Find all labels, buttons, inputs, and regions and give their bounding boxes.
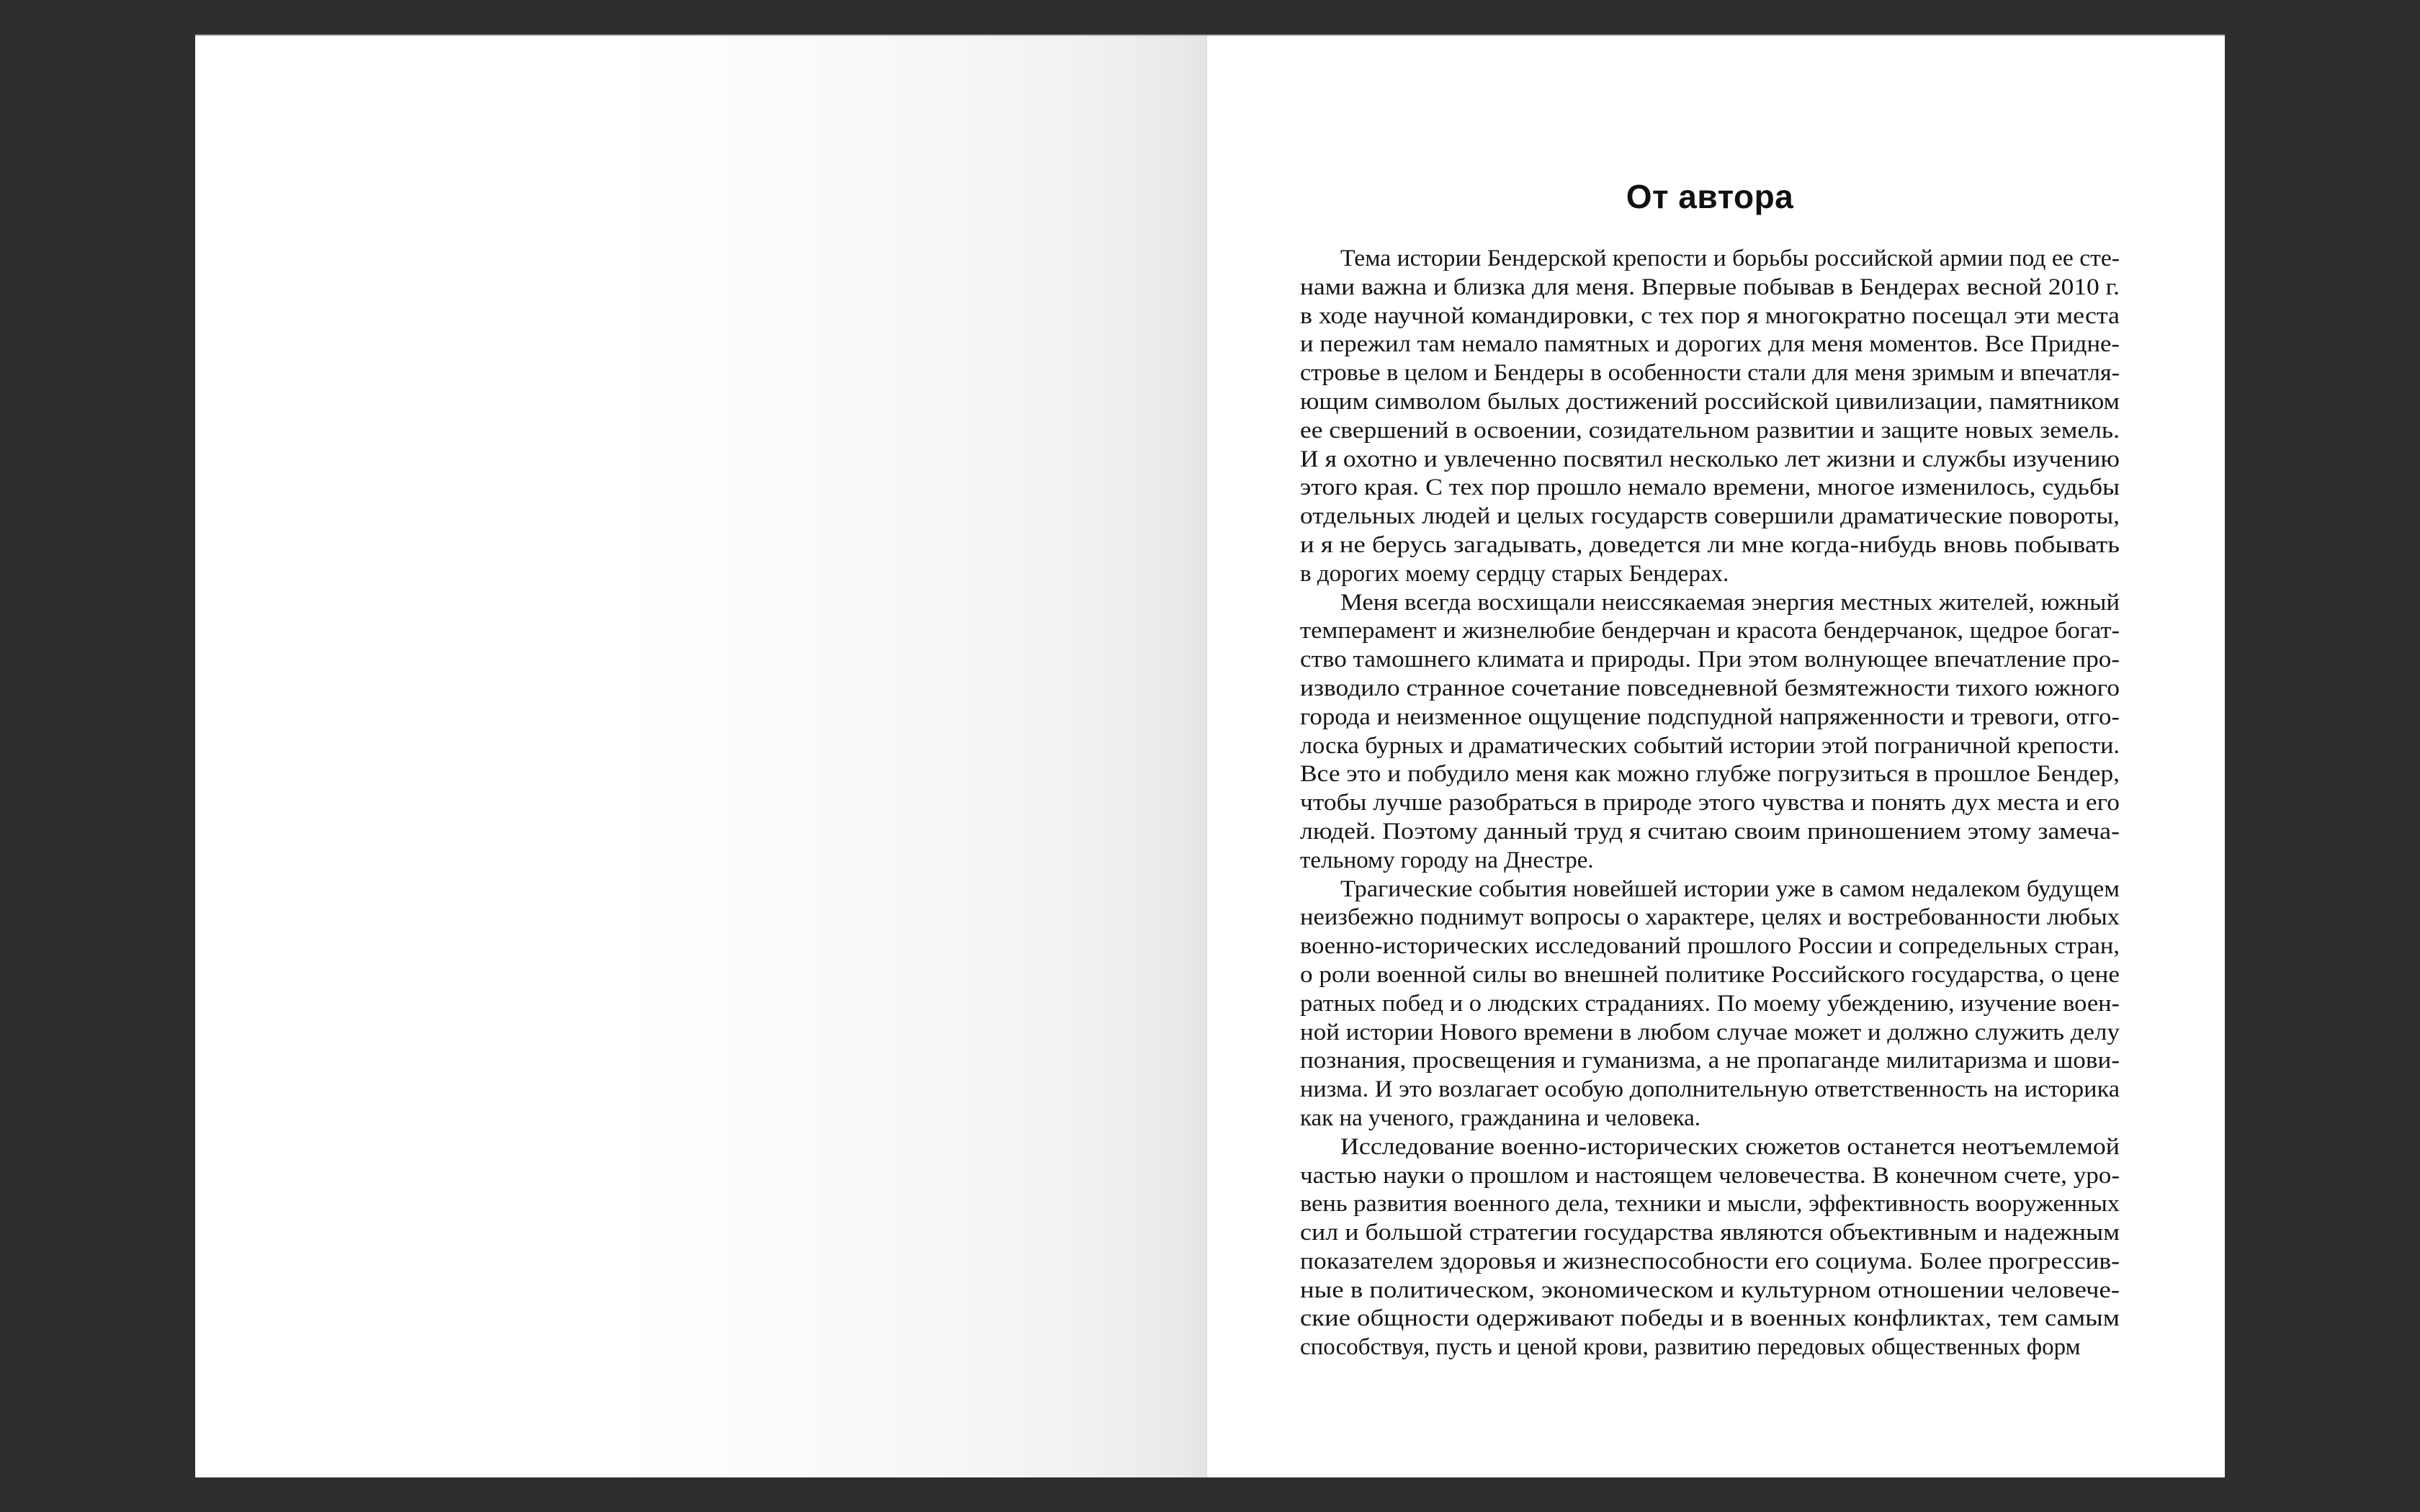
- left-page: [195, 35, 1207, 1477]
- text-line-content: военно-исторических исследований прошлого России и сопредельных стран,: [1300, 933, 2120, 960]
- text-line-content: И я охотно и увлеченно посвятил несколько лет жизни и службы изучению: [1300, 446, 2120, 472]
- text-line: [1300, 932, 2120, 961]
- text-line-content: ющим символом былых достижений российской цивилизации, памятником: [1300, 388, 2120, 415]
- text-line-content: познания, просвещения и гуманизма, а не пропаганде милитаризма и шови-: [1300, 1048, 2120, 1074]
- text-line: [1300, 818, 2120, 847]
- text-line-content: нами важна и близка для меня. Впервые побывав в Бендерах весной 2010 г.: [1300, 274, 2120, 300]
- text-line: [1300, 302, 2120, 331]
- text-line-content: ские общности одерживают победы и в военных конфликтах, тем самым: [1300, 1305, 2120, 1332]
- text-line-content: лоска бурных и драматических событий истории этой пограничной крепости.: [1300, 732, 2120, 759]
- text-line: [1300, 359, 2120, 388]
- text-line: [1300, 646, 2120, 675]
- text-line: [1300, 1190, 2120, 1219]
- text-line-content: неизбежно поднимут вопросы о характере, целях и востребованности любых: [1300, 904, 2120, 931]
- text-line: [1300, 847, 2120, 876]
- text-line: [1300, 330, 2120, 359]
- text-line: [1300, 531, 2120, 560]
- text-line: [1300, 446, 2120, 474]
- text-line: [1300, 1104, 2120, 1133]
- text-line-content: частью науки о прошлом и настоящем человечества. В конечном счете, уро-: [1300, 1162, 2120, 1189]
- text-line-content: о роли военной силы во внешней политике Российского государства, о цене: [1300, 961, 2120, 988]
- text-line: [1300, 1277, 2120, 1305]
- text-line: [1300, 1305, 2120, 1333]
- text-line: [1300, 760, 2120, 789]
- text-line-content: темперамент и жизнелюбие бендерчан и красота бендерчанок, щедрое богат-: [1300, 618, 2120, 644]
- text-line-content: вень развития военного дела, техники и мысли, эффективность вооруженных: [1300, 1191, 2120, 1218]
- text-line-content: в ходе научной командировки, с тех пор я многократно посещал эти места: [1300, 302, 2120, 329]
- text-line: [1300, 1133, 2120, 1162]
- text-line-content: и я не берусь загадывать, доведется ли мне когда-нибудь вновь побывать: [1300, 531, 2120, 558]
- right-page: [1207, 35, 2225, 1477]
- text-line-content: Исследование военно-исторических сюжетов останется неотъемлемой: [1340, 1133, 2120, 1160]
- text-line: [1300, 1162, 2120, 1191]
- text-line-content: изводило странное сочетание повседневной безмятежности тихого южного: [1300, 675, 2120, 701]
- text-line: [1300, 789, 2120, 818]
- book-spread: [195, 35, 2225, 1477]
- text-line: [1300, 245, 2120, 274]
- text-line-content: как на ученого, гражданина и человека.: [1300, 1104, 1701, 1131]
- text-line: [1300, 1248, 2120, 1277]
- text-line-content: и пережил там немало памятных и дорогих для меня моментов. Все Придне-: [1300, 331, 2120, 358]
- text-line: [1300, 503, 2120, 531]
- text-line-content: ее свершений в освоении, созидательном развитии и защите новых земель.: [1300, 417, 2120, 444]
- text-line: [1300, 417, 2120, 446]
- text-line: [1300, 1076, 2120, 1104]
- text-line: [1300, 474, 2120, 503]
- text-line-content: отдельных людей и целых государств совершили драматические повороты,: [1300, 503, 2120, 530]
- text-line-content: этого края. С тех пор прошло немало времени, многое изменилось, судьбы: [1300, 474, 2120, 501]
- text-line-content: Тема истории Бендерской крепости и борьбы российской армии под ее сте-: [1340, 246, 2120, 271]
- text-line: [1300, 904, 2120, 932]
- text-line-content: чтобы лучше разобраться в природе этого чувства и понять дух места и его: [1300, 790, 2120, 816]
- text-line-content: показателем здоровья и жизнеспособности его социума. Более прогрессив-: [1300, 1248, 2120, 1274]
- text-line: [1300, 1333, 2120, 1362]
- text-line-content: ной истории Нового времени в любом случае может и должно служить делу: [1300, 1019, 2120, 1045]
- text-line-content: низма. И это возлагает особую дополнительную ответственность на историка: [1300, 1076, 2120, 1103]
- text-line-content: тельному городу на Днестре.: [1300, 847, 1594, 873]
- text-line: [1300, 388, 2120, 417]
- text-line: [1300, 560, 2120, 589]
- text-line: [1300, 876, 2120, 904]
- text-line: [1300, 961, 2120, 990]
- text-line-content: Все это и побудило меня как можно глубже погрузиться в прошлое Бендер,: [1300, 761, 2120, 788]
- text-line-content: в дорогих моему сердцу старых Бендерах.: [1300, 560, 1729, 587]
- text-line: [1300, 274, 2120, 302]
- text-line: [1300, 732, 2120, 761]
- text-line-content: города и неизменное ощущение подспудной напряженности и тревоги, отго-: [1300, 703, 2120, 730]
- text-line-content: ратных побед и о людских страданиях. По моему убеждению, изучение воен-: [1300, 990, 2120, 1017]
- text-line: [1300, 589, 2120, 618]
- text-line-content: Меня всегда восхищали неиссякаемая энергия местных жителей, южный: [1340, 589, 2120, 616]
- text-line: [1300, 990, 2120, 1019]
- text-line: [1300, 703, 2120, 732]
- text-line-content: ство тамошнего климата и природы. При этом волнующее впечатление про-: [1300, 647, 2120, 673]
- chapter-heading: От автора: [1626, 178, 1794, 215]
- text-line-content: способствуя, пусть и ценой крови, развитию передовых общественных форм: [1300, 1334, 2081, 1361]
- text-line: [1300, 1047, 2120, 1076]
- text-line-content: Трагические события новейшей истории уже в самом недалеком будущем: [1340, 876, 2120, 902]
- text-line-content: людей. Поэтому данный труд я считаю своим приношением этому замеча-: [1300, 818, 2120, 845]
- text-line-content: ные в политическом, экономическом и культурном отношении человече-: [1300, 1277, 2120, 1303]
- text-line: [1300, 1019, 2120, 1048]
- text-line: [1300, 675, 2120, 703]
- text-line: [1300, 617, 2120, 646]
- text-line: [1300, 1219, 2120, 1248]
- text-line-content: сил и большой стратегии государства являются объективным и надежным: [1300, 1220, 2120, 1246]
- text-line-content: стровье в целом и Бендеры в особенности стали для меня зримым и впечатля-: [1300, 360, 2120, 387]
- body-text: [1300, 245, 2120, 1362]
